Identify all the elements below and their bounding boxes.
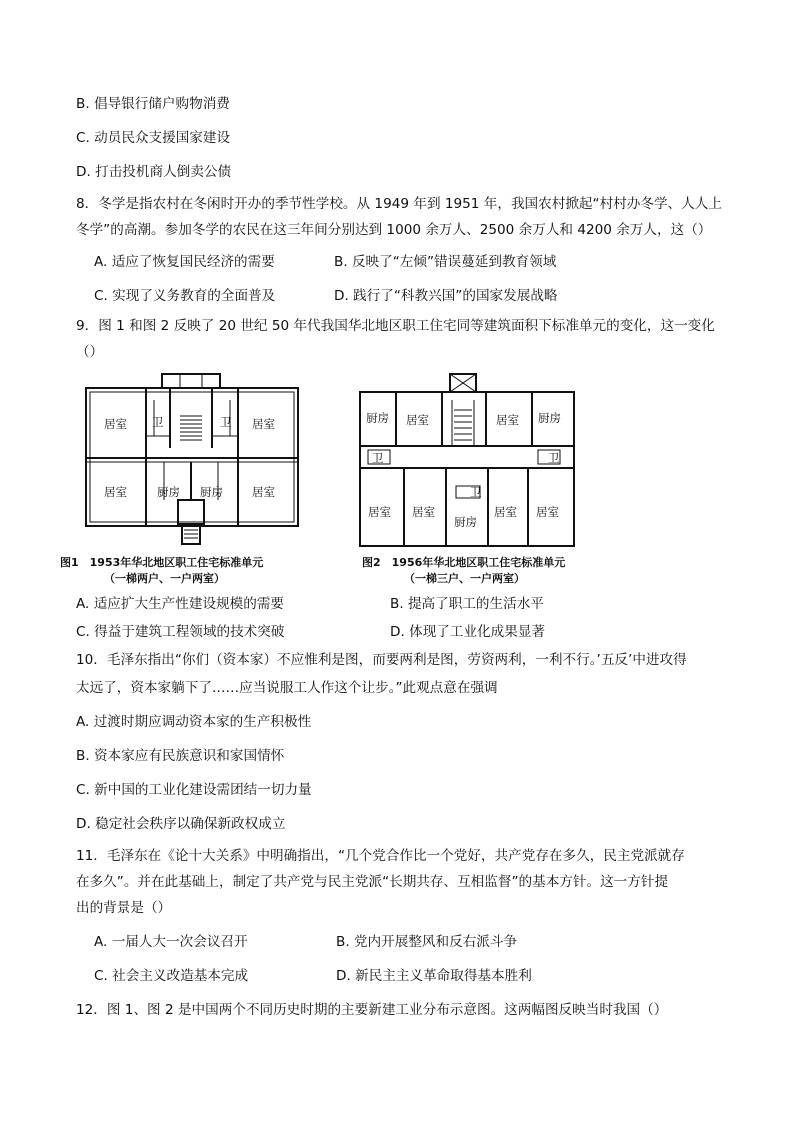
fig2-bath-label: 卫 [470,485,482,499]
fig2-bath-label: 卫 [372,451,384,465]
q10-stem-line1: 10．毛泽东指出“你们（资本家）不应惟利是图，而要两利是图，劳资两利，一利不行。’五反’中进攻得 [76,652,687,668]
q9-option-d: D. 体现了工业化成果显著 [390,624,546,640]
q7-option-c: C. 动员民众支援国家建设 [76,130,231,146]
q8-stem-line2: 冬学”的高潮。参加冬学的农民在这三年间分别达到 1000 余万人、2500 余万人和 4200 余万人，这（） [76,222,712,238]
figure-2-floor-plan [356,370,578,569]
q11-option-c: C. 社会主义改造基本完成 [94,968,249,984]
q11-option-d: D. 新民主主义革命取得基本胜利 [336,968,532,984]
q8-option-d: D. 践行了“科教兴国”的国家发展战略 [334,288,558,304]
q8-stem-line1: 8．冬学是指农村在冬闲时开办的季节性学校。从 1949 年到 1951 年，我国农村掀起“村村办冬学、人人上 [76,196,722,212]
fig2-kitchen-label: 厨房 [454,515,477,529]
fig2-room-label: 居室 [368,505,391,519]
figure-1-caption-line2: （一梯两户、一户两室） [104,572,225,585]
q7-option-b: B. 倡导银行储户购物消费 [76,96,230,112]
fig1-kitchen-label: 厨房 [157,485,180,499]
q11-option-a: A. 一届人大一次会议召开 [94,934,248,950]
q11-option-b: B. 党内开展整风和反右派斗争 [336,934,518,950]
q7-option-d: D. 打击投机商人倒卖公债 [76,164,232,180]
q8-option-b: B. 反映了“左倾”错误蔓延到教育领域 [334,254,557,270]
figure-1-caption-line1: 图1 1953年华北地区职工住宅标准单元 [60,556,264,569]
fig2-room-label: 居室 [412,505,435,519]
fig1-room-label: 居室 [252,485,275,499]
q8-option-a: A. 适应了恢复国民经济的需要 [94,254,275,270]
fig1-room-label: 居室 [252,417,275,431]
q11-stem-line2: 在多久”。并在此基础上，制定了共产党与民主党派“长期共存、互相监督”的基本方针。这一方针提 [76,874,669,890]
q9-option-a: A. 适应扩大生产性建设规模的需要 [76,596,285,612]
q9-stem-line2: （） [76,344,104,360]
fig1-kitchen-label: 厨房 [200,485,223,499]
q10-option-b: B. 资本家应有民族意识和家国情怀 [76,748,285,764]
floor-plan-2-drawing [356,370,578,566]
fig2-room-label: 居室 [536,505,559,519]
fig2-room-label: 居室 [406,413,429,427]
fig1-room-label: 居室 [104,485,127,499]
figure-2-caption-line2: （一梯三户、一户两室） [404,572,525,585]
fig1-room-label: 居室 [104,417,127,431]
q10-option-d: D. 稳定社会秩序以确保新政权成立 [76,816,286,832]
figure-1-floor-plan [60,370,302,569]
q9-option-b: B. 提高了职工的生活水平 [390,596,544,612]
q12-stem-line1: 12．图 1、图 2 是中国两个不同历史时期的主要新建工业分布示意图。这两幅图反映当时我国（） [76,1002,668,1018]
fig2-room-label: 居室 [494,505,517,519]
q10-stem-line2: 太远了，资本家躺下了……应当说服工人作这个让步。”此观点意在强调 [76,680,498,696]
q10-option-c: C. 新中国的工业化建设需团结一切力量 [76,782,312,798]
fig1-bath-label: 卫 [152,415,164,429]
q11-stem-line3: 出的背景是（） [76,900,172,916]
floor-plan-1-drawing [80,370,302,566]
fig1-bath-label: 卫 [220,415,232,429]
q9-option-c: C. 得益于建筑工程领域的技术突破 [76,624,285,640]
fig2-kitchen-label: 厨房 [366,411,389,425]
figure-2-caption-line1: 图2 1956年华北地区职工住宅标准单元 [362,556,566,569]
fig2-room-label: 居室 [496,413,519,427]
q11-stem-line1: 11．毛泽东在《论十大关系》中明确指出，“几个党合作比一个党好，共产党存在多久，民主党派就存 [76,848,685,864]
fig2-kitchen-label: 厨房 [538,411,561,425]
q9-stem-line1: 9．图 1 和图 2 反映了 20 世纪 50 年代我国华北地区职工住宅同等建筑面积下标准单元的变化，这一变化 [76,318,715,334]
q8-option-c: C. 实现了义务教育的全面普及 [94,288,276,304]
fig2-bath-label: 卫 [548,451,560,465]
q10-option-a: A. 过渡时期应调动资本家的生产积极性 [76,714,312,730]
